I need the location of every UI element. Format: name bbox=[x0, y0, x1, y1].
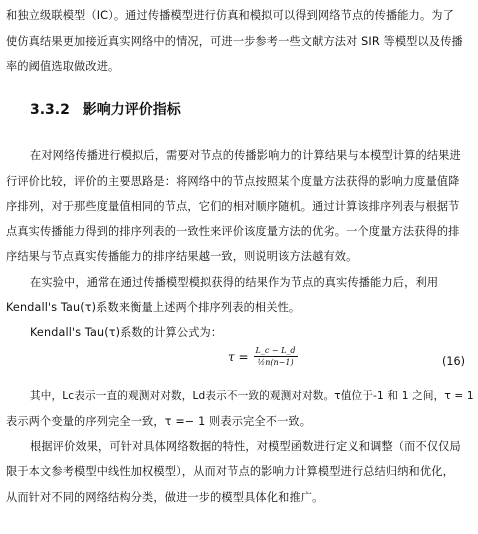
paragraph-line: 行评价比较，评价的主要思路是：将网络中的节点按照某个度量方法获得的影响力度量值降 bbox=[6, 175, 460, 188]
paragraph-line: 表示两个变量的序列完全一致，τ =− 1 则表示完全不一致。 bbox=[6, 415, 312, 428]
paragraph-line: 和独立级联模型（IC）。通过传播模型进行仿真和模拟可以得到网络节点的传播能力。为了 bbox=[6, 9, 454, 22]
paragraph-line: 点真实传播能力得到的排序列表的一致性来评价该度量方法的优劣。一个度量方法获得的排 bbox=[6, 225, 460, 238]
paragraph-line: 其中，Lc表示一直的观测对对数，Ld表示不一致的观测对对数。τ值位于-1 和 1 之间，τ = 1 bbox=[30, 390, 474, 402]
paragraph-line: 根据评价效果，可针对具体网络数据的特性，对模型函数进行定义和调整（而不仅仅局 bbox=[30, 440, 461, 453]
paragraph-line: 在对网络传播进行模拟后，需要对节点的传播影响力的计算结果与本模型计算的结果进 bbox=[30, 149, 461, 162]
paragraph-line: Kendall's Tau(τ)系数的计算公式为： bbox=[30, 326, 223, 339]
section-title: 影响力评价指标 bbox=[82, 102, 181, 118]
paragraph-line: 在实验中，通常在通过传播模型模拟获得的结果作为节点的真实传播能力后，利用 bbox=[30, 276, 439, 289]
formula-denominator: ½n(n−1) bbox=[257, 358, 294, 367]
paragraph-line: 使仿真结果更加接近真实网络中的情况，可进一步参考一些文献方法对 SIR 等模型以及传播 bbox=[6, 35, 463, 48]
paragraph-line: 序结果与节点真实传播能力的排序结果越一致，则说明该方法越有效。 bbox=[6, 250, 358, 263]
paragraph-line: 从而针对不同的网络结构分类，做进一步的模型具体化和推广。 bbox=[6, 491, 324, 504]
paragraph-line: 限于本文参考模型中线性加权模型），从而对节点的影响力计算模型进行总结归纳和优化， bbox=[6, 465, 454, 478]
kendall-tau-formula bbox=[228, 346, 298, 367]
paragraph-line: Kendall's Tau(τ)系数来衡量上述两个排序列表的相关性。 bbox=[6, 301, 301, 314]
section-heading bbox=[30, 101, 181, 119]
equation-number: (16) bbox=[442, 355, 465, 368]
section-number: 3.3.2 bbox=[30, 102, 70, 118]
formula-numerator: L_c − L_d bbox=[255, 346, 296, 355]
paragraph-line: 率的阈值选取做改进。 bbox=[6, 60, 120, 73]
paragraph-line: 序排列，对于那些度量值相同的节点，它们的相对顺序随机。通过计算该排序列表与根据节 bbox=[6, 200, 460, 213]
formula-lhs: τ = bbox=[228, 349, 249, 364]
formula-fraction bbox=[254, 346, 298, 367]
